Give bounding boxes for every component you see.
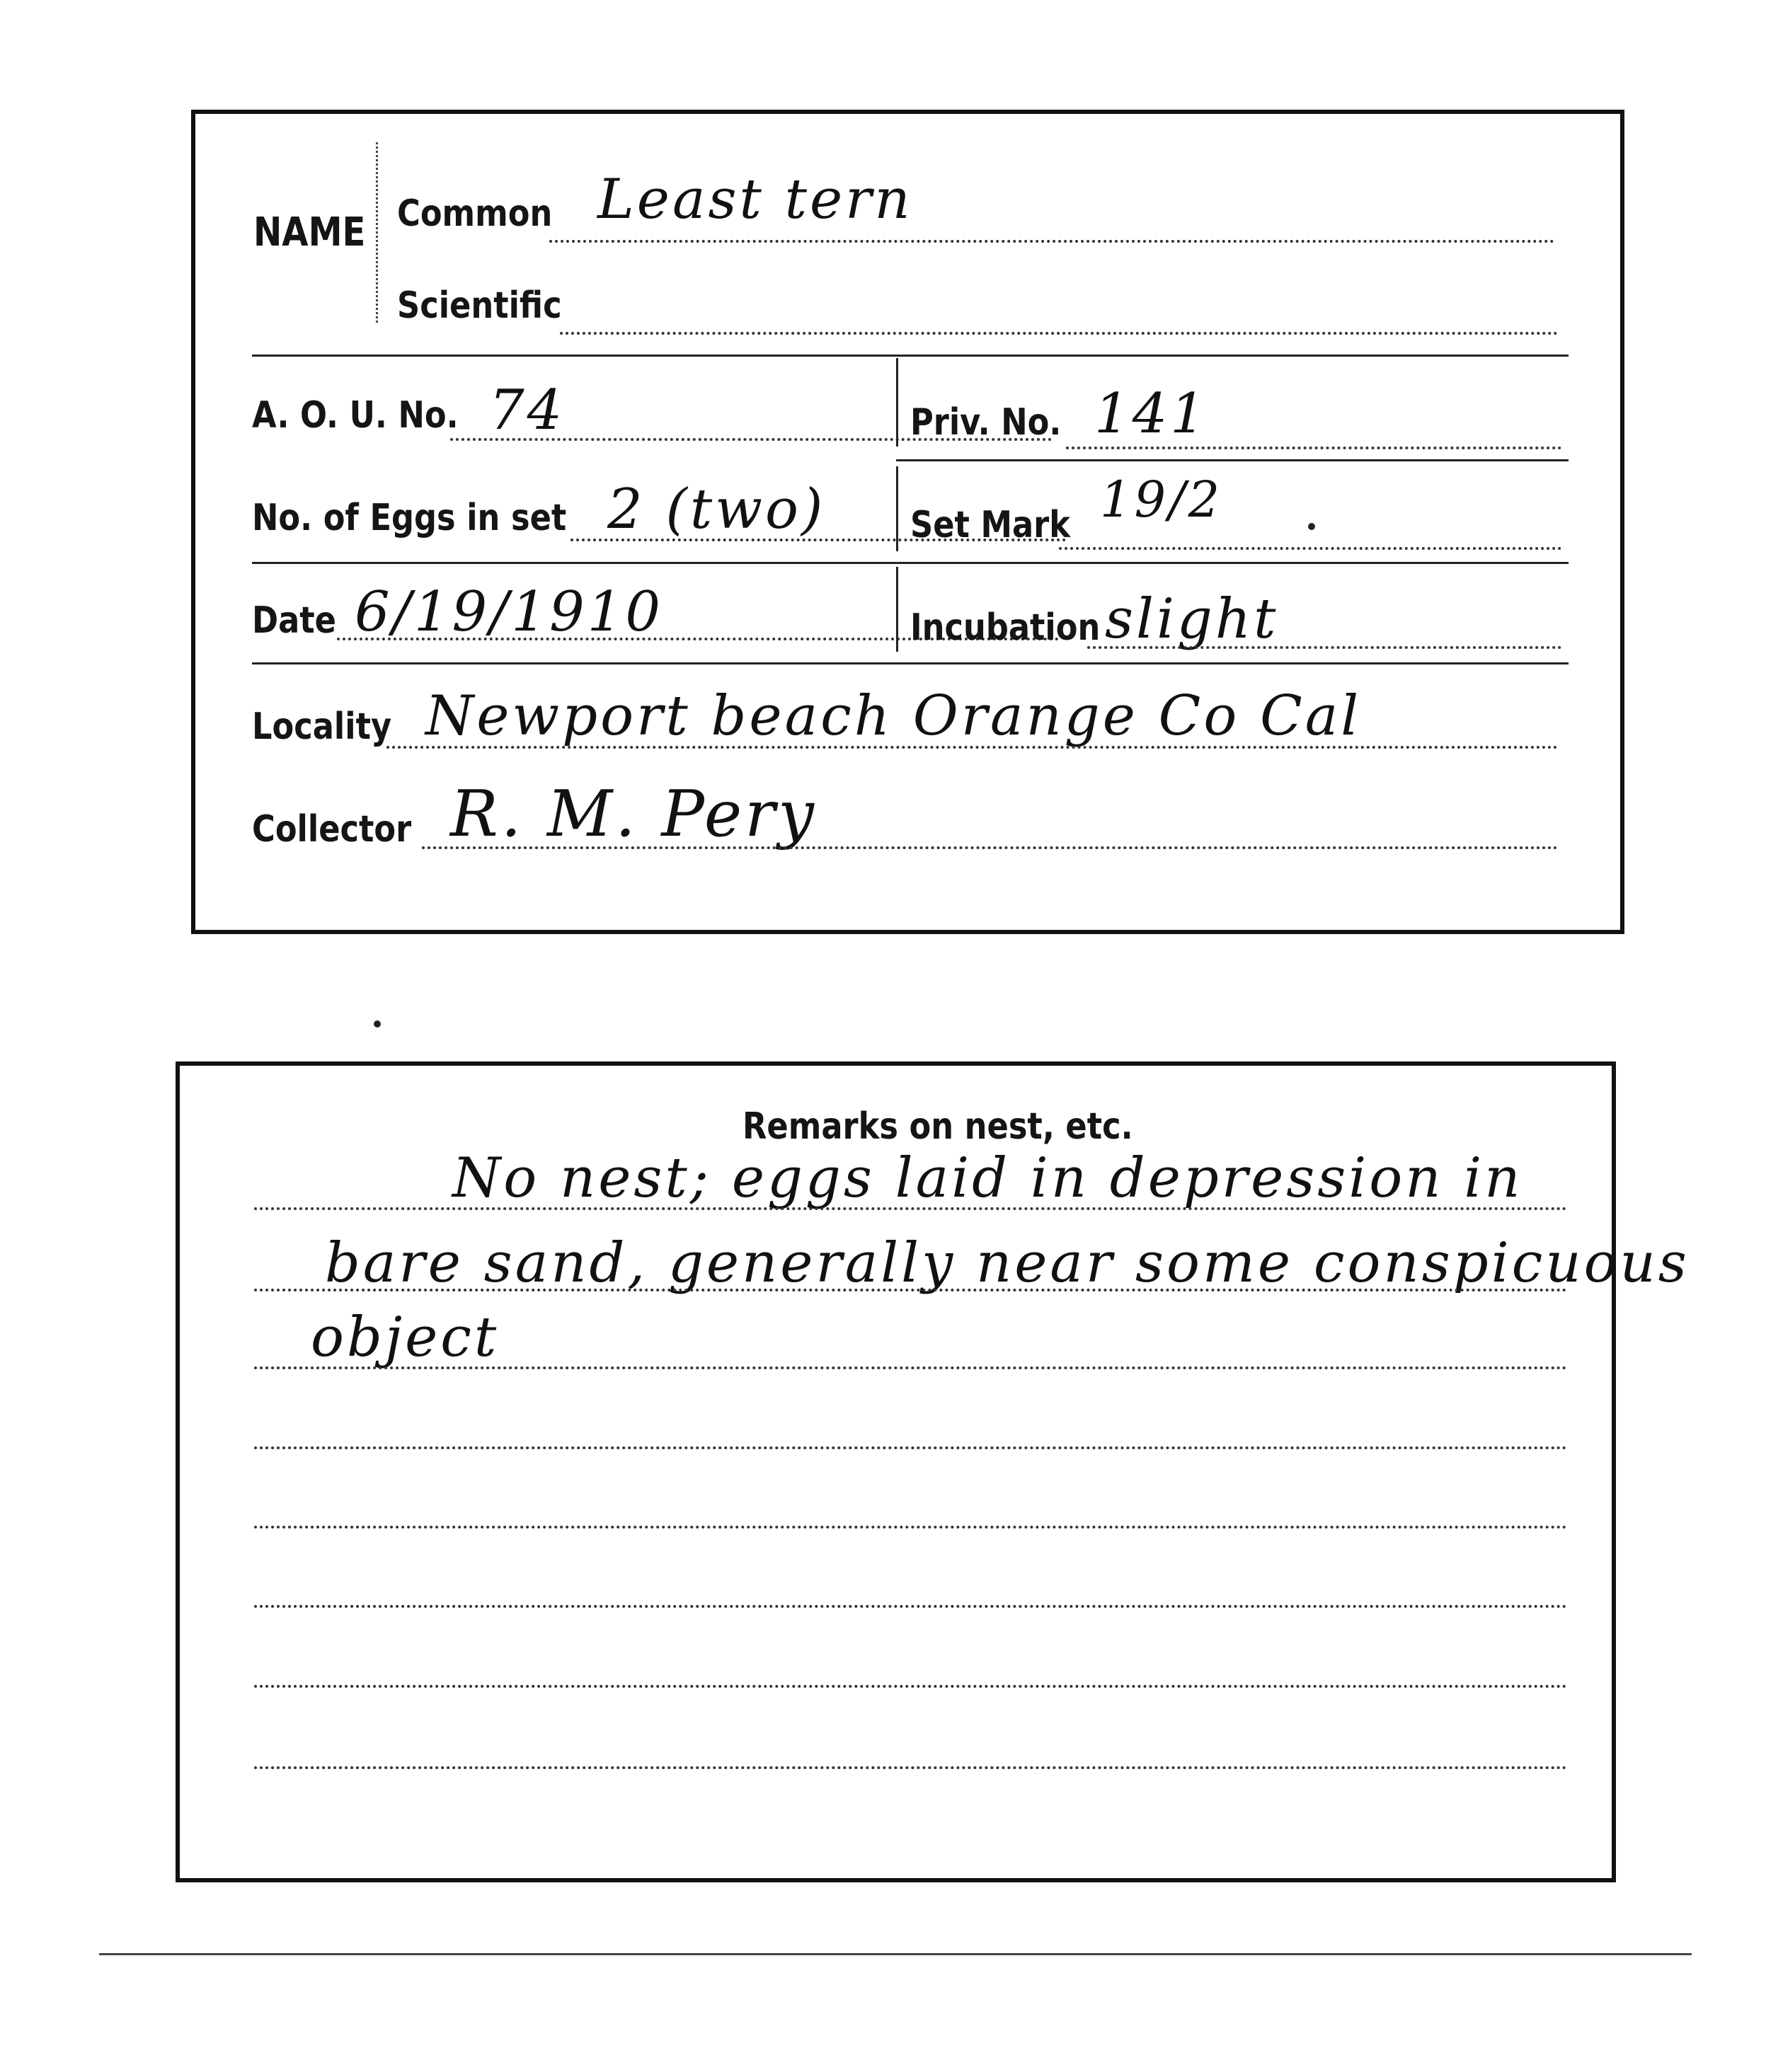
scientific-label: Scientific — [397, 284, 562, 327]
ink-dot — [1308, 523, 1315, 530]
name-label: NAME — [253, 209, 366, 255]
priv-label: Priv. No. — [910, 401, 1062, 444]
date-label: Date — [252, 599, 337, 642]
setmark-label: Set Mark — [910, 504, 1070, 546]
locality-label: Locality — [252, 706, 392, 748]
row-rule-2 — [252, 562, 1569, 564]
remarks-rule-7 — [254, 1685, 1567, 1688]
remarks-title: Remarks on nest, etc. — [742, 1105, 1133, 1148]
eggs-value: 2 (two) — [607, 478, 826, 541]
column-divider-1 — [896, 358, 898, 447]
locality-value: Newport beach Orange Co Cal — [425, 684, 1362, 748]
collector-label: Collector — [252, 808, 412, 851]
incubation-line — [1087, 646, 1561, 649]
common-line — [549, 240, 1554, 243]
priv-value: 141 — [1094, 382, 1208, 446]
locality-line — [386, 746, 1558, 749]
remarks-rule-1 — [254, 1207, 1567, 1210]
remarks-line-1: No nest; eggs laid in depression in — [452, 1146, 1523, 1210]
remarks-rule-3 — [254, 1366, 1567, 1369]
remarks-rule-2 — [254, 1289, 1567, 1291]
remarks-rule-8 — [254, 1766, 1567, 1769]
remarks-line-2: bare sand, generally near some conspicuous — [325, 1231, 1690, 1295]
row-rule-1 — [896, 459, 1569, 461]
setmark-value: 19/2 — [1100, 471, 1223, 529]
remarks-line-3: object — [311, 1306, 500, 1369]
row-rule-3 — [252, 662, 1569, 664]
specimen-card-back — [176, 1061, 1690, 1882]
incubation-value: slight — [1105, 587, 1279, 651]
scientific-line — [560, 332, 1558, 335]
common-value: Least tern — [597, 168, 913, 231]
date-value: 6/19/1910 — [355, 580, 663, 644]
name-section-rule — [252, 355, 1569, 357]
aou-value: 74 — [489, 379, 566, 442]
aou-label: A. O. U. No. — [252, 394, 459, 437]
column-divider-2 — [896, 466, 898, 551]
priv-line — [1066, 447, 1561, 449]
name-divider — [376, 142, 378, 323]
setmark-line — [1059, 547, 1561, 550]
incubation-label: Incubation — [910, 606, 1101, 649]
specimen-card-front — [191, 110, 1624, 934]
remarks-rule-5 — [254, 1526, 1567, 1529]
scan-edge-line — [99, 1953, 1692, 1955]
remarks-rule-6 — [254, 1605, 1567, 1608]
eggs-label: No. of Eggs in set — [252, 497, 567, 539]
stray-mark — [374, 1020, 381, 1028]
column-divider-3 — [896, 567, 898, 652]
collector-value: R. M. Pery — [450, 777, 817, 851]
common-label: Common — [397, 192, 553, 235]
remarks-rule-4 — [254, 1446, 1567, 1449]
collector-line — [422, 846, 1558, 849]
